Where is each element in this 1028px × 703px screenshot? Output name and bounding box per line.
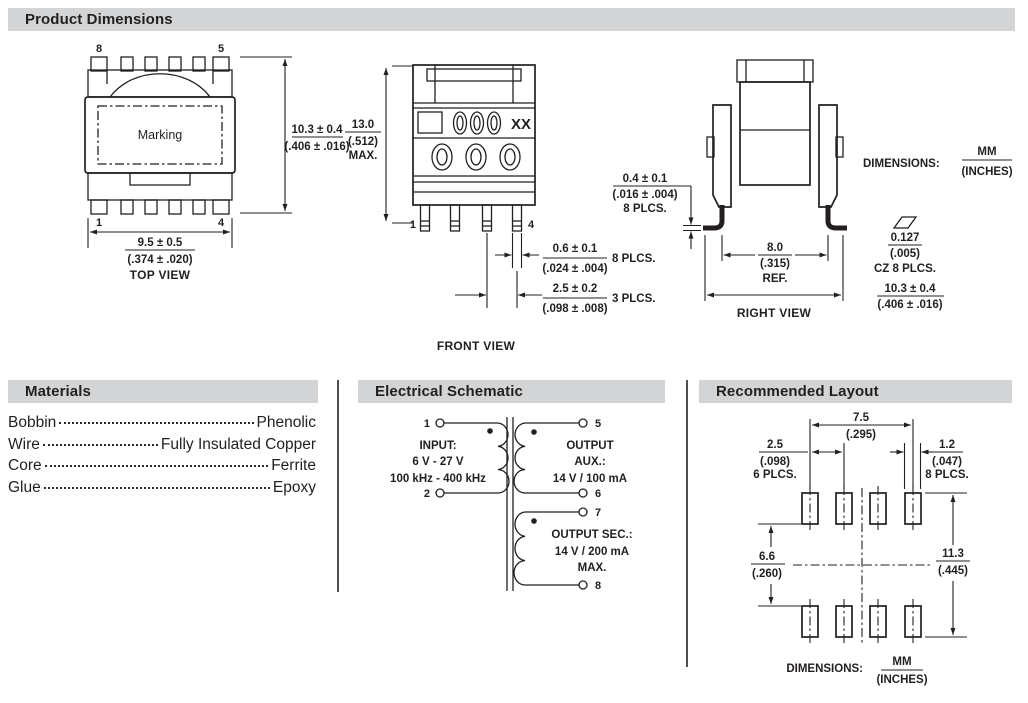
dim-height-inches: (.406 ± .016) xyxy=(284,141,350,153)
units-mm: MM xyxy=(977,146,997,158)
pin-2-terminal xyxy=(436,489,444,497)
materials-title: Materials xyxy=(25,383,91,400)
front-view-caption: FRONT VIEW xyxy=(436,339,516,353)
section-header-recommended-layout xyxy=(699,380,1012,403)
dim-11-3-mm: 11.3 xyxy=(942,548,964,560)
aux-polarity-dot xyxy=(531,429,537,435)
pin-7-label: 7 xyxy=(595,507,602,519)
right-view-caption: RIGHT VIEW xyxy=(736,306,812,320)
layout-units-label: DIMENSIONS: xyxy=(786,663,863,675)
dim-coplanarity-inches: (.005) xyxy=(889,248,921,260)
left-gull-wing-lead xyxy=(703,205,722,228)
dot-leader xyxy=(59,422,253,424)
dim-lead-pitch-note: 3 PLCS. xyxy=(612,293,656,305)
layout-units-inches: (INCHES) xyxy=(876,674,928,686)
aux-label-2: AUX.: xyxy=(574,456,606,468)
marking-label: Marking xyxy=(137,128,183,142)
section-header-electrical-schematic xyxy=(358,380,665,403)
dim-7-5-inches: (.295) xyxy=(845,429,877,441)
top-view-caption: TOP VIEW xyxy=(129,268,191,282)
units-label: DIMENSIONS: xyxy=(863,158,940,170)
dim-2-5-note: 6 PLCS. xyxy=(753,469,797,481)
schematic-title: Electrical Schematic xyxy=(375,383,523,400)
right-gull-wing-lead xyxy=(828,205,847,228)
right-view-part-outline xyxy=(703,60,847,228)
pin-1-label: 1 xyxy=(423,418,430,430)
units-inches: (INCHES) xyxy=(961,166,1013,178)
material-value: Fully Insulated Copper xyxy=(160,435,316,453)
front-view-part-outline xyxy=(413,65,535,205)
aux-winding xyxy=(514,418,627,500)
dim-coplanarity-mm: 0.127 xyxy=(890,232,920,244)
dim-coplanarity-note: CZ 8 PLCS. xyxy=(874,263,936,275)
top-view-pin-8-label: 8 xyxy=(95,43,103,55)
material-name: Core xyxy=(8,457,42,474)
right-view-lead-span-dimension xyxy=(722,235,828,285)
primary-polarity-dot xyxy=(487,428,493,434)
input-label-2: 6 V - 27 V xyxy=(412,456,464,468)
dim-1-2-mm: 1.2 xyxy=(939,439,955,451)
pin-1-terminal xyxy=(436,419,444,427)
pin-7-terminal xyxy=(579,508,587,516)
top-view-pin-4-label: 4 xyxy=(217,217,225,229)
dim-width-inches: (.374 ± .020) xyxy=(127,254,193,266)
dim-lead-width-note: 8 PLCS. xyxy=(612,253,656,265)
dim-13-note: MAX. xyxy=(348,150,378,162)
dot-leader xyxy=(44,487,270,489)
front-view-pin-1-label: 1 xyxy=(409,219,416,231)
dim-lead-pitch-inches: (.098 ± .008) xyxy=(542,303,608,315)
material-row-bobbin xyxy=(8,412,316,434)
dim-6-6-inches: (.260) xyxy=(751,568,783,580)
dim-7-5-mm: 7.5 xyxy=(853,412,869,424)
pin-2-label: 2 xyxy=(423,488,430,500)
input-label-1: INPUT: xyxy=(419,440,457,452)
pin-8-terminal xyxy=(579,581,587,589)
section-divider-right xyxy=(686,380,688,667)
sec-label-3: MAX. xyxy=(577,562,607,574)
coplanarity-symbol xyxy=(894,217,916,228)
layout-units-note xyxy=(786,656,927,686)
page-title: Product Dimensions xyxy=(25,11,173,28)
recommended-layout-drawing xyxy=(695,405,1025,703)
layout-units-mm: MM xyxy=(892,656,912,668)
material-row-core xyxy=(8,455,316,477)
dim-11-3-inches: (.445) xyxy=(937,565,969,577)
section-header-product-dimensions xyxy=(8,8,1015,31)
top-view-height-dimension xyxy=(240,57,350,213)
layout-pitch-dimension xyxy=(810,412,913,489)
dim-lead-span-mm: 8.0 xyxy=(767,242,783,254)
dim-1-2-note: 8 PLCS. xyxy=(925,469,969,481)
dim-1-2-inches: (.047) xyxy=(931,456,963,468)
input-label-3: 100 kHz - 400 kHz xyxy=(390,473,486,485)
pad-centerlines xyxy=(793,486,931,644)
dim-lead-width-mm: 0.6 ± 0.1 xyxy=(552,243,598,255)
transformer-core xyxy=(507,417,513,591)
right-view-standoff-dimension xyxy=(612,173,701,249)
front-view-marking: XX xyxy=(510,116,532,133)
aux-label-1: OUTPUT xyxy=(566,440,614,452)
layout-pad-width-dimension xyxy=(890,439,969,489)
dim-lead-pitch-mm: 2.5 ± 0.2 xyxy=(552,283,598,295)
dim-2-5-mm: 2.5 xyxy=(767,439,783,451)
layout-pad-pitch-dimension xyxy=(753,439,844,489)
dim-standoff-note: 8 PLCS. xyxy=(623,203,667,215)
dot-leader xyxy=(43,444,158,446)
dim-13-mm: 13.0 xyxy=(351,119,375,131)
right-view-drawing xyxy=(605,45,1025,330)
electrical-schematic-drawing xyxy=(350,405,680,615)
section-divider-left xyxy=(337,380,339,592)
dim-lead-span-inches: (.315) xyxy=(759,258,791,270)
dim-overall-mm: 10.3 ± 0.4 xyxy=(884,283,936,295)
material-value: Ferrite xyxy=(271,457,316,474)
pin-6-terminal xyxy=(579,489,587,497)
material-row-wire xyxy=(8,434,316,456)
pin-5-terminal xyxy=(579,419,587,427)
dim-width-mm: 9.5 ± 0.5 xyxy=(137,237,183,249)
secondary-winding xyxy=(514,507,633,592)
layout-outer-span-dimension xyxy=(925,493,970,637)
material-name: Glue xyxy=(8,478,41,496)
sec-label-1: OUTPUT SEC.: xyxy=(551,529,633,541)
dim-6-6-mm: 6.6 xyxy=(759,551,775,563)
materials-list xyxy=(8,412,316,498)
pin-8-label: 8 xyxy=(595,580,602,592)
aux-label-3: 14 V / 100 mA xyxy=(552,473,628,485)
section-header-materials xyxy=(8,380,318,403)
dim-lead-span-note: REF. xyxy=(762,273,788,285)
material-value: Phenolic xyxy=(256,414,316,431)
dim-standoff-inches: (.016 ± .004) xyxy=(612,189,678,201)
front-view-height-dimension xyxy=(345,66,413,223)
dim-overall-inches: (.406 ± .016) xyxy=(877,299,943,311)
material-value: Epoxy xyxy=(272,478,316,496)
right-view-coplanarity-dimension xyxy=(874,217,936,275)
top-view-drawing xyxy=(55,36,350,291)
primary-winding xyxy=(390,418,509,500)
top-view-pin-5-label: 5 xyxy=(217,43,225,55)
pin-6-label: 6 xyxy=(595,488,602,500)
top-view-width-dimension xyxy=(88,218,232,266)
layout-title: Recommended Layout xyxy=(716,383,879,400)
dot-leader xyxy=(45,465,269,467)
material-row-glue xyxy=(8,477,316,499)
dim-13-inches: (.512) xyxy=(347,136,379,148)
pin-5-label: 5 xyxy=(595,418,602,430)
top-view-pin-1-label: 1 xyxy=(95,217,103,229)
front-view-pins xyxy=(421,205,522,231)
dim-2-5-inches: (.098) xyxy=(759,456,791,468)
dim-height-mm: 10.3 ± 0.4 xyxy=(291,124,343,136)
material-name: Bobbin xyxy=(8,414,57,431)
sec-label-2: 14 V / 200 mA xyxy=(554,546,630,558)
units-note xyxy=(863,146,1013,178)
dim-standoff-mm: 0.4 ± 0.1 xyxy=(622,173,668,185)
secondary-polarity-dot xyxy=(531,518,537,524)
front-view-pin-4-label: 4 xyxy=(528,219,535,231)
material-name: Wire xyxy=(8,435,40,453)
dim-lead-width-inches: (.024 ± .004) xyxy=(542,263,608,275)
